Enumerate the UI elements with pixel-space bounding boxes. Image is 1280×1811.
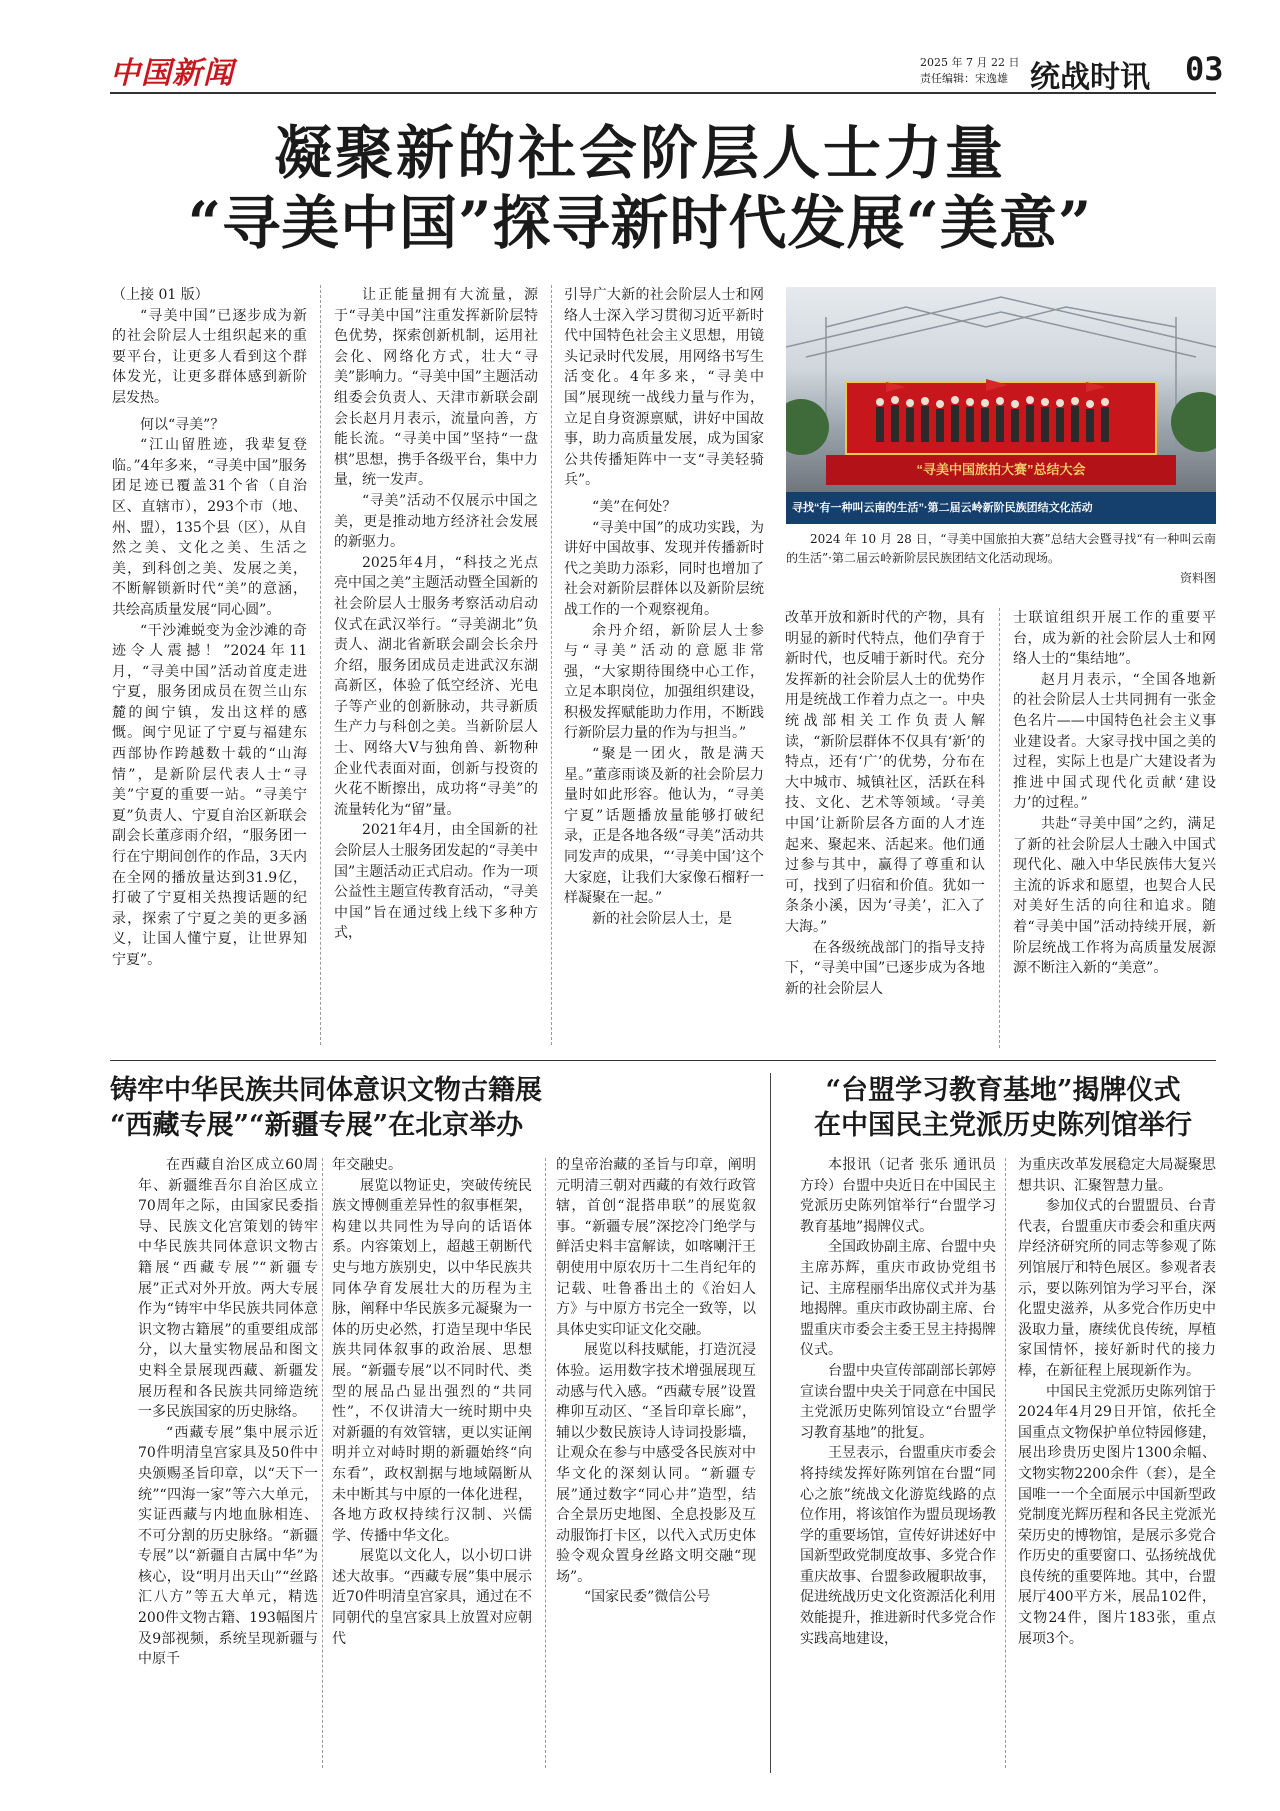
paragraph: 赵月月表示，“全国各地新的社会阶层人士共同拥有一张金色名片——中国特色社会主义事业建设者。大家寻找中国之美的过程，实际上也是广大建设者为推进中国式现代化贡献‘建设力’的过程。” [1013,671,1216,812]
main-col-2 [334,285,538,1045]
issue-date: 2025 年 7 月 22 日 [920,56,1020,69]
col-divider [320,285,321,1045]
responsible-editor: 责任编辑：宋逸雄 [920,72,1008,85]
main-headline: 凝聚新的社会阶层人士力量 [273,119,1006,187]
col-divider [999,608,1000,1048]
paragraph: 在各级统战部门的指导支持下，“寻美中国”已逐步成为各地新的社会阶层人 [785,939,985,997]
section-name: 统战时讯 [1030,60,1150,95]
col-divider [551,285,552,1045]
newspaper-logo: 中国新闻 [110,56,234,91]
article3-col-1 [800,1155,996,1775]
masthead-rule [110,92,1216,94]
article2-headline: 铸牢中华民族共同体意识文物古籍展 [110,1075,542,1106]
article2-col-2 [332,1155,532,1775]
article-divider [770,1073,771,1773]
subheading: 何以“寻美”？ [140,416,225,433]
paragraph: 王昱表示，台盟重庆市委会将持续发挥好陈列馆在台盟“同心之旅”统战文化游览线路的点位作用，将该馆作为盟员现场教学的重要场馆，宣传好讲述好中国新型政党制度故事、多党合作重庆故事、台盟参政履职故事，促进统战历史文化资源活化利用效能提升，推进新时代多党合作实践高地建设， [800,1445,996,1647]
paragraph: 台盟中央宣传部副部长郭婷宣读台盟中央关于同意在中国民主党派历史陈列馆设立“台盟学习教育基地”的批复。 [800,1362,996,1441]
paragraph: “寻美中国”已逐步成为新的社会阶层人士组织起来的重要平台，让更多人看到这个群体发光，让更多群体感到新阶层发热。 [112,307,307,406]
col-divider [1005,1158,1006,1768]
paragraph: “寻美中国”的成功实践，为讲好中国故事、发现并传播新时代之美助力添彩，同时也增加了社会对新阶层群体以及新阶层统战工作的一个观察视角。 [564,519,764,618]
main-col-5 [1013,608,1216,1048]
event-photo [786,287,1216,524]
article2-headline-line2: “西藏专展”“新疆专展”在北京举办 [110,1110,524,1141]
paragraph: 余丹介绍，新阶层人士参与“寻美”活动的意愿非常强，“大家期待围绕中心工作，立足本职岗位，加强组织建设，积极发挥赋能助力作用，不断践行新阶层力量的作为与担当。” [564,622,764,742]
photo-illustration [786,287,1216,524]
paragraph: 本报讯（记者 张乐 通讯员 方玲）台盟中央近日在中国民主党派历史陈列馆举行“台盟学习教育基地”揭牌仪式。 [800,1157,996,1235]
photo-credit: 资料图 [1179,571,1216,585]
paragraph: “国家民委”微信公号 [584,1589,711,1606]
article2-col-1 [138,1155,318,1775]
paragraph: 2021年4月，由全国新的社会阶层人士服务团发起的“寻美中国”主题活动正式启动。作为一项公益性主题宣传教育活动，“寻美中国”旨在通过线上线下多种方式， [334,822,538,942]
paragraph: 引导广大新的社会阶层人士和网络人士深入学习贯彻习近平新时代中国特色社会主义思想，用镜头记录时代发展，用网络书写生活变化。4年多来，“寻美中国”展现统一战线力量与作为，立足自身资源禀赋，讲好中国故事，助力高质量发展，成为国家公共传播矩阵中一支“寻美轻骑兵”。 [564,287,764,489]
paragraph: 为重庆改革发展稳定大局凝聚思想共识、汇聚智慧力量。 [1018,1157,1216,1194]
article3-headline: “台盟学习教育基地”揭牌仪式 [825,1075,1181,1106]
photo-banner-top: “寻美中国旅拍大赛”总结大会 [916,462,1086,477]
paragraph: 年交融史。 [332,1157,402,1173]
paragraph: 全国政协副主席、台盟中央主席苏辉，重庆市政协党组书记、主席程丽华出席仪式并为基地揭牌。重庆市政协副主席、台盟重庆市委会主委王昱主持揭牌仪式。 [800,1239,996,1359]
photo-banner-bottom: 寻找“有一种叫云南的生活”·第二届云岭新阶民族团结文化活动 [792,502,1093,514]
paragraph: 在西藏自治区成立60周年、新疆维吾尔自治区成立70周年之际，由国家民委指导、民族文化宫策划的铸牢中华民族共同体意识文物古籍展“西藏专展”“新疆专展”正式对外开放。两大专展作为“铸牢中华民族共同体意识文物古籍展”的重要组成部分，以大量实物展品和图文史料全景展现西藏、新疆发展历程和各民族共同缔造统一多民族国家的历史脉络。 [138,1157,318,1421]
article3-headline-line2: 在中国民主党派历史陈列馆举行 [814,1110,1192,1141]
photo-caption: 2024 年 10 月 28 日，“寻美中国旅拍大赛”总结大会暨寻找“有一种叫云南的生活”·第二届云岭新阶层民族团结文化活动现场。 [786,532,1216,565]
paragraph: 展览以科技赋能，打造沉浸体验。运用数字技术增强展现互动感与代入感。“西藏专展”设置榫卯互动区、“圣旨印章长廊”，辅以少数民族诗人诗词投影墙，让观众在参与中感受各民族对中华文化的深刻认同。“新疆专展”通过数字“同心井”造型，结合全景历史地图、全息投影及互动服饰打卡区，以代入式历史体验令观众置身丝路文明交融“现场”。 [556,1342,756,1585]
paragraph: 中国民主党派历史陈列馆于2024年4月29日开馆，依托全国重点文物保护单位特园修建，展出珍贵历史图片1300余幅、文物实物2200余件（套），是全国唯一一个全面展示中国新型政党制度光辉历程和各民主党派光荣历史的博物馆，是展示多党合作历史的重要窗口、弘扬统战优良传统的重要阵地。其中，台盟展厅400平方米，展品102件，文物24件，图片183张，重点展项3个。 [1018,1383,1216,1647]
col-divider [545,1158,546,1768]
article3-col-2 [1018,1155,1216,1775]
subheading: “美”在何处？ [592,498,677,515]
paragraph: 参加仪式的台盟盟员、台青代表，台盟重庆市委会和重庆两岸经济研究所的同志等参观了陈列馆展厅和特色展区。参观者表示，要以陈列馆为学习平台，深化盟史滋养，从多党合作历史中汲取力量，赓续优良传统，厚植家国情怀，接好新时代的接力棒，在新征程上展现新作为。 [1018,1198,1216,1379]
paragraph: “寻美”活动不仅展示中国之美，更是推动地方经济社会发展的新驱力。 [334,492,538,551]
paragraph: 展览以物证史，突破传统民族文博侧重差异性的叙事框架，构建以共同性为导向的话语体系。内容策划上，超越王朝断代史与地方族别史，以中华民族共同体孕育发展壮大的历程为主脉，阐释中华民族多元凝聚为一体的历史必然，打造呈现中华民族共同体叙事的政治展、思想展。“新疆专展”以不同时代、类型的展品凸显出强烈的“共同性”，不仅讲清大一统时期中央对新疆的有效管辖，更以实证阐明并立对峙时期的新疆始终“向东看”，政权割据与地域隔断从未中断其与中原的一体化进程，各地方政权持续行汉制、兴儒学、传播中华文化。 [332,1177,532,1544]
paragraph: “江山留胜迹，我辈复登临。”4年多来，“寻美中国”服务团足迹已覆盖31个省（自治区、直辖市），293个市（地、州、盟），135个县（区），从自然之美、文化之美、生活之美，到科创之美、发展之美，不断解锁新时代“美”的意涵，共绘高质量发展“同心圆”。 [112,437,307,618]
paragraph: 共赴“寻美中国”之约，满足了新的社会阶层人士融入中国式现代化、融入中华民族伟大复兴主流的诉求和愿望，也契合人民对美好生活的向往和追求。随着“寻美中国”活动持续开展，新阶层统战工作将为高质量发展源源不断注入新的“美意”。 [1013,815,1216,977]
col-divider [322,1158,323,1768]
paragraph: （上接 01 版） [112,287,209,303]
main-col-4 [785,608,985,1048]
paragraph: “干沙滩蜕变为金沙滩的奇迹令人震撼！”2024年11月，“寻美中国”活动首度走进宁夏，服务团成员在贺兰山东麓的闽宁镇，发出这样的感慨。闽宁见证了宁夏与福建东西部协作跨越数十载的“山海情”，是新阶层代表人士“寻美”宁夏的重要一站。“寻美宁夏”负责人、宁夏自治区新联会副会长董彦雨介绍，“服务团一行在宁期间创作的作品，3天内在全网的播放量达到31.9亿，打破了宁夏相关热搜话题的纪录，探索了宁夏之美的更多涵义，让国人懂宁夏，让世界知宁夏”。 [112,622,307,968]
paragraph: 展览以文化人，以小切口讲述大故事。“西藏专展”集中展示近70件明清皇宫家具，通过在不同朝代的皇宫家具上放置对应朝代 [332,1548,532,1647]
paragraph: 新的社会阶层人士，是 [592,910,732,927]
main-headline-line2: “寻美中国”探寻新时代发展“美意” [187,189,1093,257]
section-divider [110,1060,1216,1061]
paragraph: 士联谊组织开展工作的重要平台，成为新的社会阶层人士和网络人士的“集结地”。 [1013,610,1216,668]
paragraph: 改革开放和新时代的产物，具有明显的新时代特点，他们孕育于新时代，也反哺于新时代。充分发挥新的社会阶层人士的优势作用是统战工作着力点之一。中央统战部相关工作负责人解读，“新阶层群体不仅具有‘新’的特点，还有‘广’的优势，分布在大中城市、城镇社区，活跃在科技、文化、艺术等领域。‘寻美中国’让新阶层各方面的人才连起来、聚起来、活起来。他们通过参与其中，赢得了尊重和认可，找到了归宿和价值。犹如一条条小溪，因为‘寻美’，汇入了大海。” [785,610,985,935]
article2-col-3 [556,1155,756,1775]
paragraph: 2025年4月，“科技之光点亮中国之美”主题活动暨全国新的社会阶层人士服务考察活动启动仪式在武汉举行。“寻美湖北”负责人、湖北省新联会副会长余丹介绍，服务团成员走进武汉东湖高新区，体验了低空经济、光电子等产业的创新脉动，共寻新质生产力与科创之美。当新阶层人士、网络大V与独角兽、新物种企业代表面对面，创新与投资的火花不断擦出，成功将“寻美”的流量转化为“留”量。 [334,554,538,818]
page-number: 03 [1185,50,1224,88]
main-col-3 [564,285,764,1045]
paragraph: “西藏专展”集中展示近70件明清皇宫家具及50件中央颁赐圣旨印章，以“天下一统”“四海一家”等六大单元，实证西藏与内地血脉相连、不可分割的历史脉络。“新疆专展”以“新疆自古属中华”为核心，设“明月出天山”“丝路汇八方”等五大单元，精选200件文物古籍、193幅图片及9部视频，系统呈现新疆与中原千 [138,1424,318,1668]
paragraph: 的皇帝治藏的圣旨与印章，阐明元明清三朝对西藏的有效行政管辖，首创“混搭串联”的展览叙事。“新疆专展”深挖冷门绝学与鲜活史料丰富解读，如喀喇汗王朝使用中原农历十二生肖纪年的记载、吐鲁番出土的《治妇人方》与中原方书完全一致等，以具体史实印证文化交融。 [556,1157,756,1338]
paragraph: “聚是一团火，散是满天星。”董彦雨谈及新的社会阶层力量时如此形容。他认为，“寻美宁夏”话题播放量能够打破纪录，正是各地各级“寻美”活动共同发声的成果，“‘寻美中国’这个大家庭，让我们大家像石榴籽一样凝聚在一起。” [564,746,764,907]
main-col-1 [112,285,307,1045]
paragraph: 让正能量拥有大流量，源于“寻美中国”注重发挥新阶层特色优势，探索创新机制，运用社会化、网络化方式，壮大“寻美”影响力。“寻美中国”主题活动组委会负责人、天津市新联会副会长赵月月表示，流量向善，方能长流。“寻美中国”坚持“一盘棋”思想，携手各级平台，集中力量，统一发声。 [334,287,538,489]
